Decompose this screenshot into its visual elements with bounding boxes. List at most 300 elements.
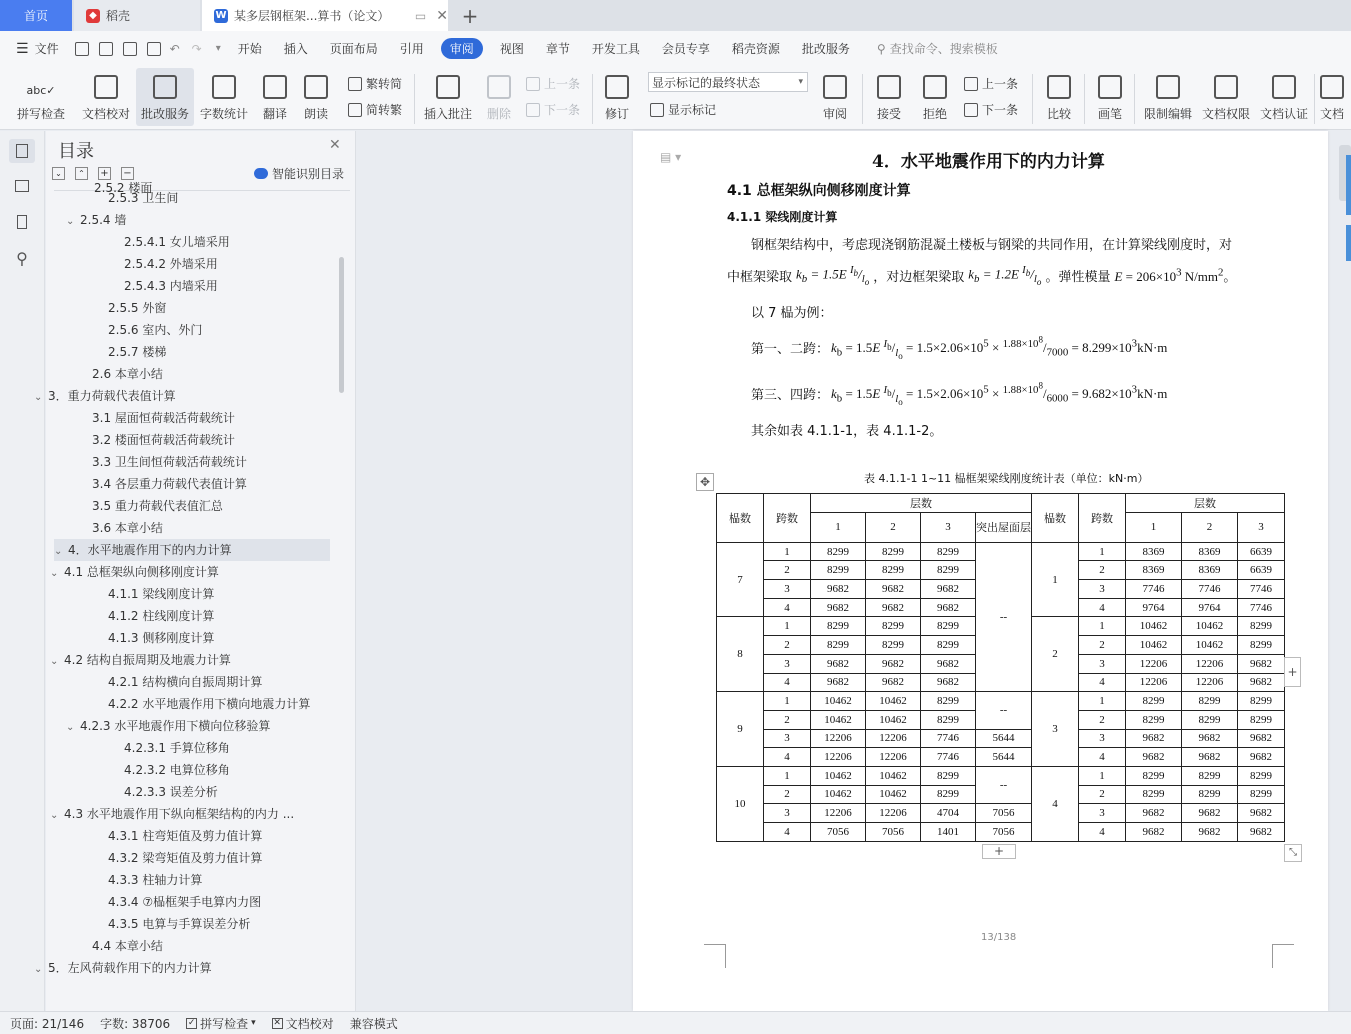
frame-cell: 9: [717, 692, 764, 767]
value-cell: 12206: [811, 804, 866, 823]
menu-docer-resources[interactable]: 稻壳资源: [731, 42, 780, 56]
page-number: 13/138: [981, 932, 1017, 943]
doc-more-button[interactable]: [1320, 68, 1351, 126]
chevron-down-icon[interactable]: ⌄: [66, 216, 75, 227]
table-row: [717, 692, 1285, 711]
paragraph-options-icon[interactable]: ▤ ▾: [660, 150, 682, 164]
paragraph-text-part: 。弹性模量: [1045, 270, 1111, 286]
value-cell: 9682: [1182, 748, 1238, 767]
reject-button[interactable]: [916, 68, 954, 126]
prev-comment-button[interactable]: [526, 75, 580, 92]
toc-item-label: 4.2.3.1 手算位移角: [124, 741, 230, 755]
value-cell: 9682: [1238, 748, 1285, 767]
tab-bar: [0, 0, 1351, 31]
value-cell: 8299: [811, 617, 866, 636]
toc-item[interactable]: [110, 253, 218, 275]
span-cell: 3: [764, 729, 811, 748]
collapse-all-icon[interactable]: ⌃: [75, 167, 88, 180]
smart-toc-button[interactable]: [254, 165, 344, 182]
span-cell: 2: [1079, 636, 1126, 655]
toc-item[interactable]: [66, 715, 270, 737]
toc-item-label: 2.5.4.2 外墙采用: [124, 257, 218, 271]
toc-item-label: 4.3.3 柱轴力计算: [108, 873, 203, 887]
table-resize-icon[interactable]: ⤡: [1284, 844, 1302, 862]
value-cell: 7056: [811, 823, 866, 842]
span-cell: 4: [764, 673, 811, 692]
toc-item[interactable]: [78, 517, 163, 539]
ribbon-separator: [1032, 74, 1033, 124]
review-pane-button[interactable]: [816, 68, 854, 126]
frame-cell: 3: [1032, 692, 1079, 767]
toc-item-label: 3.5 重力荷载代表值汇总: [92, 499, 223, 513]
toc-item[interactable]: [34, 385, 176, 407]
header-floor-num: 1: [811, 512, 866, 542]
toc-item-label: 2.5.5 外窗: [108, 301, 167, 315]
value-cell: 12206: [1182, 673, 1238, 692]
toc-item-label: 4．水平地震作用下的内力计算: [68, 543, 232, 557]
right-panel-tab[interactable]: [1346, 225, 1351, 261]
toc-item-label: 4.3 水平地震作用下纵向框架结构的内力 ...: [64, 807, 295, 821]
next-comment-label: 下一条: [544, 103, 581, 117]
chevron-down-icon[interactable]: ⌄: [34, 964, 43, 975]
toc-item-label: 4.2.3 水平地震作用下横向位移验算: [80, 719, 271, 733]
menu-home[interactable]: 开始: [237, 42, 262, 56]
value-cell: 9682: [1182, 823, 1238, 842]
value-cell: 7746: [1182, 580, 1238, 599]
accept-icon: [877, 75, 901, 99]
word-count-label: 字数统计: [199, 107, 248, 121]
toc-item-label: 3.2 楼面恒荷载活荷载统计: [92, 433, 235, 447]
docer-icon: ◆: [86, 9, 100, 23]
frame-cell: 1: [1032, 542, 1079, 617]
toc-item[interactable]: 2.5.2 楼面: [94, 181, 153, 195]
command-search-input[interactable]: 查找命令、搜索模板: [889, 42, 998, 56]
undo-icon[interactable]: ↶: [169, 41, 180, 56]
span-cell: 1: [1079, 692, 1126, 711]
review-pane-icon: [823, 75, 847, 99]
value-cell: 9682: [866, 654, 921, 673]
s2t-button[interactable]: [348, 101, 402, 118]
ribbon-separator: [1314, 74, 1315, 124]
s2t-icon: [348, 103, 362, 117]
value-cell: 8299: [1182, 710, 1238, 729]
add-column-button[interactable]: +: [1284, 657, 1301, 687]
prev-comment-icon: [526, 77, 540, 91]
toc-item-label: 2.5.3 卫生间: [108, 191, 179, 205]
chevron-down-icon: ▾: [798, 77, 803, 87]
table-row: [717, 804, 1285, 823]
insert-comment-icon: [436, 75, 460, 99]
header-floor-num: 3: [1238, 512, 1285, 542]
frame-cell: 2: [1032, 617, 1079, 692]
delete-comment-button[interactable]: [480, 68, 518, 126]
chevron-down-icon[interactable]: ⌄: [54, 546, 63, 557]
tab-home[interactable]: [0, 0, 72, 31]
span-cell: 2: [1079, 785, 1126, 804]
wps-writer-icon: W: [215, 10, 227, 21]
track-changes-label: 修订: [604, 107, 629, 121]
add-level-icon[interactable]: +: [98, 167, 111, 180]
toc-item-label: 4.1.1 梁线刚度计算: [108, 587, 215, 601]
span-cell: 2: [764, 785, 811, 804]
lock-icon: [1156, 75, 1180, 99]
next-change-button[interactable]: [964, 101, 1018, 118]
paragraph-text-part: ，对边框架梁取: [873, 270, 965, 286]
span-cell: 4: [764, 598, 811, 617]
tab-docer-label: 稻壳: [106, 9, 131, 23]
table-move-handle-icon[interactable]: ✥: [696, 473, 714, 491]
toc-scrollbar[interactable]: [339, 257, 344, 393]
next-comment-button[interactable]: [526, 101, 580, 118]
toc-list: [34, 181, 350, 1010]
right-panel-tab[interactable]: [1346, 155, 1351, 215]
word-count-icon: [212, 75, 236, 99]
page-indicator[interactable]: 页面: 21/146: [10, 1016, 85, 1031]
toc-item[interactable]: [50, 649, 231, 671]
read-aloud-button[interactable]: [298, 68, 334, 126]
proofread-label: 文档校对: [81, 107, 130, 121]
value-cell: 8369: [1126, 542, 1182, 561]
restrict-editing-button[interactable]: [1140, 68, 1196, 126]
menu-review[interactable]: 审阅: [441, 38, 483, 59]
header-floor-num: 3: [921, 512, 976, 542]
toc-item[interactable]: [78, 429, 235, 451]
review-service-label: 批改服务: [140, 107, 189, 121]
span-cell: 4: [1079, 673, 1126, 692]
span-cell: 4: [764, 748, 811, 767]
toc-item[interactable]: [94, 891, 261, 913]
toc-item[interactable]: [110, 759, 230, 781]
value-cell: 7746: [1238, 580, 1285, 599]
roof-cell: 5644: [976, 729, 1032, 748]
s2t-label: 简转繁: [366, 103, 403, 117]
equation-mid-frame: $k_b = 1.5E$ $^{I_b}/_{l_o}$: [796, 264, 870, 288]
track-changes-button[interactable]: [600, 68, 634, 126]
doc-permission-button[interactable]: [1200, 68, 1252, 126]
menu-file[interactable]: 文件: [34, 42, 59, 56]
spell-check-button[interactable]: [10, 68, 72, 126]
menu-page-layout[interactable]: 页面布局: [329, 42, 378, 56]
value-cell: 8299: [1238, 636, 1285, 655]
chevron-down-icon[interactable]: ⌄: [50, 568, 59, 579]
toc-item[interactable]: [34, 957, 212, 979]
toc-nav-icon[interactable]: [9, 139, 35, 163]
ribbon-separator: [862, 74, 863, 124]
toc-item[interactable]: [54, 539, 330, 561]
spell-check-label: 拼写检查: [16, 107, 65, 121]
value-cell: 9682: [811, 654, 866, 673]
value-cell: 8299: [921, 561, 976, 580]
value-cell: 10462: [1126, 636, 1182, 655]
track-changes-icon: [605, 75, 629, 99]
toc-item[interactable]: [110, 781, 218, 803]
chevron-down-icon[interactable]: ⌄: [50, 810, 59, 821]
page-corner-mark: [1272, 944, 1294, 968]
value-cell: 9682: [1238, 729, 1285, 748]
accept-label: 接受: [876, 107, 901, 121]
next-comment-icon: [526, 103, 540, 117]
toc-item-label: 4.3.4 ⑦榀框架手电算内力图: [108, 895, 262, 909]
heading-3: 4.1.1 梁线刚度计算: [727, 210, 838, 224]
header-frame: 榀数: [717, 494, 764, 543]
show-markup-label: 显示标记: [668, 103, 717, 117]
menu-view[interactable]: 视图: [499, 42, 524, 56]
value-cell: 10462: [1182, 636, 1238, 655]
toc-item[interactable]: [78, 495, 223, 517]
value-cell: 12206: [866, 804, 921, 823]
compare-button[interactable]: [1040, 68, 1078, 126]
span-cell: 1: [764, 766, 811, 785]
value-cell: 7056: [866, 823, 921, 842]
redo-icon[interactable]: ↷: [191, 41, 202, 56]
value-cell: 9682: [1238, 804, 1285, 823]
frame-cell: 10: [717, 766, 764, 841]
toc-item[interactable]: [94, 187, 178, 209]
table-row: [717, 542, 1285, 561]
chevron-down-icon[interactable]: ⌄: [50, 656, 59, 667]
toc-item[interactable]: [94, 671, 262, 693]
translate-icon: [263, 75, 287, 99]
hamburger-icon[interactable]: ☰: [16, 40, 29, 57]
t2s-button[interactable]: [348, 75, 402, 92]
close-icon[interactable]: ✕: [329, 137, 341, 153]
toc-item[interactable]: [78, 473, 247, 495]
doc-permission-icon: [1214, 75, 1238, 99]
value-cell: 9682: [921, 580, 976, 599]
reject-label: 拒绝: [922, 107, 947, 121]
paragraph-text: 钢框架结构中，考虑现浇钢筋混凝土楼板与钢梁的共同作用，在计算梁线刚度时，对: [751, 238, 1233, 253]
close-tab-icon[interactable]: ✕: [436, 7, 448, 24]
delete-comment-label: 删除: [486, 107, 511, 121]
print-icon[interactable]: [123, 42, 137, 56]
value-cell: 10462: [1126, 617, 1182, 636]
menu-developer[interactable]: 开发工具: [591, 42, 640, 56]
value-cell: 9682: [811, 673, 866, 692]
prev-change-button[interactable]: [964, 75, 1018, 92]
span-cell: 2: [1079, 561, 1126, 580]
value-cell: 12206: [866, 748, 921, 767]
menu-section[interactable]: 章节: [545, 42, 570, 56]
review-service-icon: [153, 75, 177, 99]
value-cell: 8299: [1238, 766, 1285, 785]
heading-2: 4.1 总框架纵向侧移刚度计算: [727, 183, 911, 199]
equation-2: $k_b = 1.5E$ $^{I_b}/_{l_o} = 1.5\times 2.06\times 10^5 \times ^{1.88\times 10^8}/_{6000} = 9.682\times 10^3kN\cdot m$: [831, 380, 1168, 407]
menu-member[interactable]: 会员专享: [661, 42, 710, 56]
doc-certify-button[interactable]: [1258, 68, 1310, 126]
value-cell: 9682: [921, 598, 976, 617]
search-icon[interactable]: ⚲: [16, 248, 28, 268]
value-cell: 7746: [1126, 580, 1182, 599]
translate-button[interactable]: [256, 68, 294, 126]
toc-item-label: 4.2.1 结构横向自振周期计算: [108, 675, 263, 689]
toc-item-label: 2.5.4.1 女儿墙采用: [124, 235, 230, 249]
value-cell: 9764: [1126, 598, 1182, 617]
value-cell: 9682: [1238, 823, 1285, 842]
span-cell: 1: [1079, 617, 1126, 636]
header-roof: 突出屋面层: [976, 512, 1032, 542]
paragraph-text-part: 中框架梁取: [727, 270, 793, 286]
toc-item-label: 2.5.4.3 内墙采用: [124, 279, 218, 293]
value-cell: 12206: [866, 729, 921, 748]
next-change-label: 下一条: [982, 103, 1019, 117]
status-bar: [0, 1011, 1351, 1034]
delete-comment-icon: [487, 75, 511, 99]
chevron-down-icon[interactable]: ⌄: [34, 392, 43, 403]
toc-item-label: 3.1 屋面恒荷载活荷载统计: [92, 411, 235, 425]
value-cell: 8299: [1126, 710, 1182, 729]
ribbon-separator: [1134, 74, 1135, 124]
roof-cell: --: [976, 542, 1032, 692]
preview-icon[interactable]: [147, 42, 161, 56]
toc-item-label: 4.3.5 电算与手算误差分析: [108, 917, 251, 931]
span-cell: 4: [764, 823, 811, 842]
doc-certify-label: 文档认证: [1259, 107, 1308, 121]
equation-side-frame: $k_b = 1.2E$ $^{I_b}/_{l_o}$: [968, 264, 1042, 288]
show-markup-button[interactable]: [650, 101, 716, 118]
value-cell: 9764: [1182, 598, 1238, 617]
toc-item[interactable]: [78, 407, 235, 429]
menu-review-service[interactable]: 批改服务: [801, 42, 850, 56]
header-floor-num: 1: [1126, 512, 1182, 542]
toc-item[interactable]: [94, 297, 166, 319]
smart-toc-label: 智能识别目录: [272, 167, 345, 181]
chevron-down-icon[interactable]: ⌄: [66, 722, 75, 733]
span-cell: 2: [764, 710, 811, 729]
frame-cell: 8: [717, 617, 764, 692]
value-cell: 8299: [921, 766, 976, 785]
ribbon-separator: [414, 74, 415, 124]
paragraph-text: [727, 264, 1236, 287]
toc-item[interactable]: [94, 627, 214, 649]
value-cell: 8299: [1182, 766, 1238, 785]
roof-cell: --: [976, 692, 1032, 729]
value-cell: 8299: [1126, 692, 1182, 711]
value-cell: 8299: [866, 542, 921, 561]
span-cell: 3: [764, 580, 811, 599]
equation-line-2: [751, 380, 1167, 407]
header-floors: 层数: [1126, 494, 1285, 513]
toc-item[interactable]: [50, 561, 219, 583]
toc-item[interactable]: [94, 341, 166, 363]
equation-label: 第一、二跨：: [751, 341, 830, 357]
value-cell: 8299: [921, 785, 976, 804]
toc-item[interactable]: [78, 451, 247, 473]
value-cell: 7746: [921, 729, 976, 748]
span-cell: 3: [1079, 729, 1126, 748]
chapter-nav-icon[interactable]: [11, 176, 33, 196]
toc-item[interactable]: [110, 231, 230, 253]
table-caption: 表 4.1.1-1 1~11 榀框架梁线刚度统计表（单位：kN·m）: [864, 472, 1149, 485]
value-cell: 8299: [921, 710, 976, 729]
insert-comment-button[interactable]: [420, 68, 476, 126]
markup-mode-value: 显示标记的最终状态: [652, 75, 761, 90]
toc-item[interactable]: [78, 935, 163, 957]
markup-mode-select[interactable]: [648, 72, 808, 92]
table-row: [717, 748, 1285, 767]
toc-item-label: 4.2.2 水平地震作用下横向地震力计算: [108, 697, 311, 711]
toc-item[interactable]: [50, 803, 294, 825]
span-cell: 1: [1079, 542, 1126, 561]
remove-level-icon[interactable]: −: [121, 167, 134, 180]
expand-all-icon[interactable]: ⌄: [52, 167, 65, 180]
proofread-button[interactable]: [78, 68, 134, 126]
heading-1: 4．水平地震作用下的内力计算: [872, 152, 1105, 172]
accept-button[interactable]: [870, 68, 908, 126]
paragraph-text: 其余如表 4.1.1-1，表 4.1.1-2。: [751, 424, 943, 439]
value-cell: 12206: [811, 748, 866, 767]
roof-cell: 5644: [976, 748, 1032, 767]
frame-cell: 4: [1032, 766, 1079, 841]
frame-cell: 7: [717, 542, 764, 617]
save-icon[interactable]: [75, 42, 89, 56]
pen-button[interactable]: [1092, 68, 1128, 126]
header-span: 跨数: [1079, 494, 1126, 543]
value-cell: 8299: [921, 617, 976, 636]
review-service-button[interactable]: [136, 68, 194, 126]
show-markup-icon: [650, 103, 664, 117]
word-count-button[interactable]: [198, 68, 250, 126]
toc-item[interactable]: [94, 583, 214, 605]
value-cell: 8299: [1238, 692, 1285, 711]
value-cell: 10462: [1182, 617, 1238, 636]
bookmark-icon[interactable]: [11, 212, 33, 232]
toc-item[interactable]: [78, 363, 163, 385]
value-cell: 9682: [1238, 654, 1285, 673]
toc-item[interactable]: [94, 825, 262, 847]
toc-item-label: 2.6 本章小结: [92, 367, 163, 381]
value-cell: 8299: [866, 617, 921, 636]
toc-item[interactable]: [94, 319, 202, 341]
tab-docer[interactable]: [74, 0, 200, 31]
table-header-row: [717, 494, 1285, 513]
value-cell: 8299: [921, 636, 976, 655]
doc-certify-icon: [1272, 75, 1296, 99]
ribbon: [0, 66, 1351, 130]
menu-insert[interactable]: 插入: [283, 42, 308, 56]
add-row-button[interactable]: +: [982, 844, 1016, 859]
new-tab-button[interactable]: +: [461, 3, 479, 28]
toc-item[interactable]: [110, 275, 218, 297]
tab-document-label: 某多层钢框架...算书（论文）: [233, 9, 390, 23]
toc-item[interactable]: [110, 737, 230, 759]
value-cell: 12206: [1182, 654, 1238, 673]
toc-item[interactable]: [94, 605, 214, 627]
proofread-status[interactable]: [272, 1015, 334, 1032]
toc-item[interactable]: [94, 847, 262, 869]
header-floors: 层数: [811, 494, 1032, 513]
word-count-indicator[interactable]: 字数: 38706: [100, 1016, 171, 1031]
value-cell: 8299: [1182, 785, 1238, 804]
review-pane-label: 审阅: [822, 107, 847, 121]
toc-item-label: 4.3.2 梁弯矩值及剪力值计算: [108, 851, 263, 865]
spell-check-toggle[interactable]: [186, 1015, 256, 1032]
export-icon[interactable]: [99, 42, 113, 56]
toc-item-label: 4.3.1 柱弯矩值及剪力值计算: [108, 829, 263, 843]
quick-access-more-icon[interactable]: ▾: [215, 43, 221, 54]
toc-item[interactable]: [94, 913, 250, 935]
tab-document[interactable]: [202, 0, 448, 31]
doc-permission-label: 文档权限: [1201, 107, 1250, 121]
menu-bar: [0, 31, 1351, 66]
prev-change-label: 上一条: [982, 77, 1019, 91]
toc-item[interactable]: [94, 869, 202, 891]
pin-icon[interactable]: ▭: [414, 8, 427, 23]
toc-item[interactable]: [66, 209, 126, 231]
value-cell: 10462: [811, 692, 866, 711]
toc-item-label: 4.1.3 侧移刚度计算: [108, 631, 215, 645]
toc-item[interactable]: [94, 693, 310, 715]
menu-references[interactable]: 引用: [399, 42, 424, 56]
